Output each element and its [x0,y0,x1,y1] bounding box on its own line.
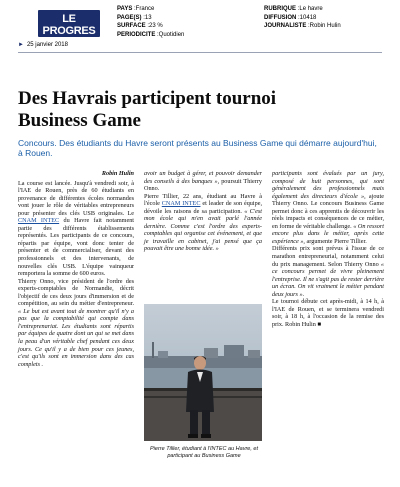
publication-date: ► 25 janvier 2018 [18,42,68,48]
logo-title: LE PROGRES [42,13,96,37]
meta-pages: PAGE(S) :13 [117,14,152,21]
article-lead: Concours. Des étudiants du Havre seront présents au Business Game qui démarre aujourd'hui, à Rouen. [18,138,377,159]
paragraph: Thierry Onno, vice président de l'ordre des experts-comptables de Normandie, décrit l'objectif de ces deux jours d'immersion et de compétition, au sein du métier d'entrepreneur. « Le but est avant tout de montrer qu'il n'y a pas que la comptabilité qui compte dans l'entreprenariat. Les étudiants sont répartis par équipes de quatre dont un qui se met dans la peau d'un véritable chef pendant ces deux jours. Ce qu'il y a de bien pour ces jeunes, c'est qu'ils sont en immersion dans des cas complets . [18,277,134,368]
article-column-3 [272,170,384,328]
arrow-right-icon: ► [18,42,24,48]
meta-surface: SURFACE :23 % [117,23,163,30]
header-divider [18,52,382,53]
meta-diffusion: DIFFUSION :10418 [264,14,317,21]
logo-subtitle: DE FECAMP [52,37,86,42]
article-column-2 [144,170,262,253]
meta-journaliste: JOURNALISTE :Robin Hulin [264,23,341,30]
meta-rubrique: RUBRIQUE :Le havre [264,6,323,12]
paragraph: La course est lancée. Jusqu'à vendredi soir, à l'IAE de Rouen, près de 60 étudiants en provenance de différentes écoles normandes vont jouer le rôle de véritables entrepreneurs pour présenter des clés USB originales. Le CNAM INTEC du Havre fait notamment partie des différents établissements représentés. Les participants de ce concours, répartis par équipe, vont donc tenter de présenter et de commercialiser, devant des professionnels et des intervenants, de nouvelles clés USB. L'équipe vainqueur remportera la somme de 600 euros. [18,179,135,278]
paragraph: avoir un budget à gérer, et pouvoir demander des conseils à des banques », poursuit Thierry Onno. [144,170,262,193]
publication-meta-left [117,5,184,39]
harbour-photo [144,304,262,441]
paragraph: participants sont évalués par un jury, composé de huit personnes, qui sont généralement des professionnels mais également des directeurs d'école », ajoute Thierry Onno. Le concours Business Game permet donc à ces apprentis de découvrir les réels impacts et conséquences de ce métier, en forme de véritable challenge. « On ressort encore plus dans le métier, après cette expérience », argumente Pierre Tillier. [272,170,384,245]
meta-pays: PAYS :France [117,6,155,12]
paragraph: Pierre Tillier, 22 ans, étudiant au Havre à l'école CNAM INTEC et leader de son équipe, dévoile les raisons de sa participation. « C'est mon école qui m'en avait parlé l'année dernière. Comme c'est l'ordre des experts-comptables qui organise cet événement, et que je travaille en cabinet, j'ai pensé que ça pouvait être une bonne idée. » [144,192,262,253]
article-column-1 [18,170,134,368]
article-byline: Robin Hulin [101,170,134,177]
paragraph: Le tournoi débute cet après-midi, à 14 h, à l'IAE de Rouen, et se terminera vendredi soir, à 18 h, à l'occasion de la remise des prix. Robin Hulin ■ [272,298,384,328]
school-link[interactable]: CNAM INTEC [161,200,201,208]
newspaper-logo [38,10,100,42]
publication-meta-right [264,5,341,31]
photo-caption: Pierre Tillier, étudiant à l'INTEC au Havre, et participant au Business Game [150,446,258,459]
school-link[interactable]: CNAM INTEC [18,217,60,225]
paragraph: Différents prix sont prévus à l'issue de ce marathon entrepreneurial, notamment celui du prix management. Selon Thierry Onno « ce concours permet de vivre pleinement l'entreprise. Il ne s'agit pas de rester derrière un écran. On vit vraiment le métier pendant deux jours ». [272,245,384,298]
article-photo [144,304,262,441]
meta-periodicite: PERIODICITE :Quotidien [117,31,185,38]
article-headline: Des Havrais participent tournoi Business Game [18,88,277,131]
